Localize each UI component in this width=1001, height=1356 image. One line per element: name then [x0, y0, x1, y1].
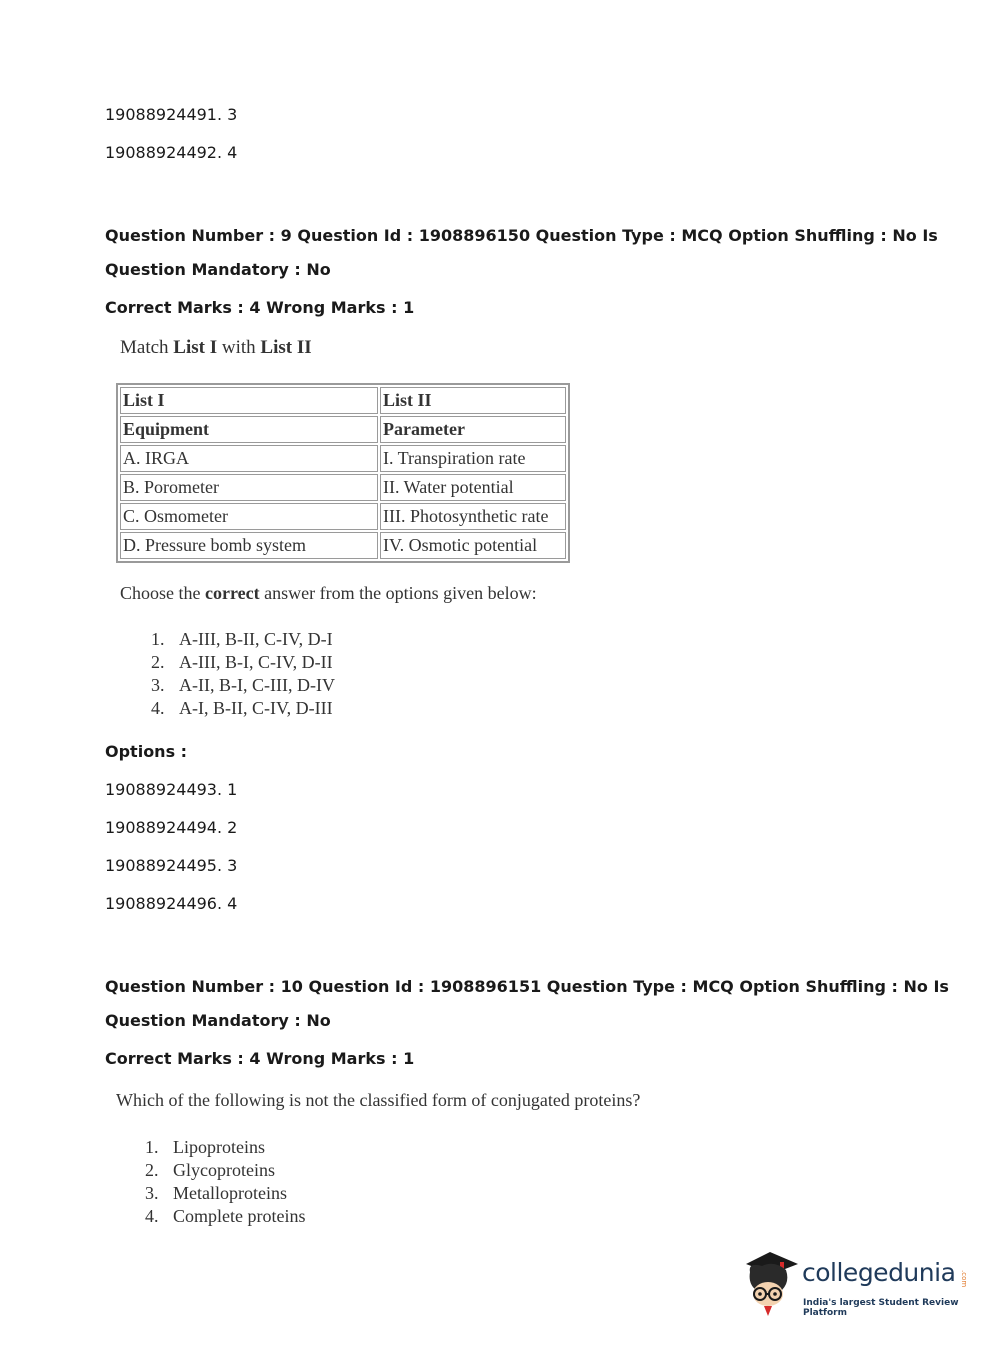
table-cell: I. Transpiration rate: [380, 445, 566, 472]
logo-tagline: India's largest Student Review Platform: [803, 1298, 959, 1318]
mascot-icon: [740, 1248, 802, 1318]
table-head-cell: List I: [120, 387, 378, 414]
answer-choices: [145, 1136, 305, 1228]
table-subhead-cell: Parameter: [380, 416, 566, 443]
question-mandatory: Question Mandatory : No: [105, 1011, 331, 1030]
option-line: 19088924496. 4: [105, 894, 238, 913]
table-row: [120, 416, 566, 443]
option-line: 19088924492. 4: [105, 143, 238, 162]
table-cell: C. Osmometer: [120, 503, 378, 530]
table-head-cell: List II: [380, 387, 566, 414]
logo-wordmark: collegedunia: [802, 1258, 956, 1287]
question-mandatory: Question Mandatory : No: [105, 260, 331, 279]
table-row: [120, 474, 566, 501]
collegedunia-logo[interactable]: [740, 1248, 970, 1318]
table-row: [120, 387, 566, 414]
list-item: 1. A-III, B-II, C-IV, D-I: [151, 629, 333, 649]
list-item: 1. Lipoproteins: [145, 1137, 265, 1157]
table-cell: II. Water potential: [380, 474, 566, 501]
table-subhead-cell: Equipment: [120, 416, 378, 443]
table-row: [120, 503, 566, 530]
list-item: 3. Metalloproteins: [145, 1183, 287, 1203]
table-cell: D. Pressure bomb system: [120, 532, 378, 559]
table-cell: III. Photosynthetic rate: [380, 503, 566, 530]
match-table: [116, 383, 570, 563]
table-row: [120, 445, 566, 472]
question-prompt: Which of the following is not the classified form of conjugated proteins?: [116, 1090, 641, 1110]
question-marks: Correct Marks : 4 Wrong Marks : 1: [105, 298, 415, 317]
table-cell: A. IRGA: [120, 445, 378, 472]
option-line: 19088924494. 2: [105, 818, 238, 837]
question-header: Question Number : 9 Question Id : 1908896150 Question Type : MCQ Option Shuffling : No Is: [105, 226, 938, 245]
list-item: 2. Glycoproteins: [145, 1160, 275, 1180]
question-marks: Correct Marks : 4 Wrong Marks : 1: [105, 1049, 415, 1068]
option-line: 19088924493. 1: [105, 780, 238, 799]
list-item: 4. A-I, B-II, C-IV, D-III: [151, 698, 333, 718]
answer-choices: [151, 628, 335, 720]
option-line: 19088924491. 3: [105, 105, 238, 124]
table-cell: B. Porometer: [120, 474, 378, 501]
logo-suffix: .com: [960, 1270, 968, 1288]
option-line: 19088924495. 3: [105, 856, 238, 875]
options-label: Options :: [105, 742, 188, 761]
list-item: 2. A-III, B-I, C-IV, D-II: [151, 652, 333, 672]
choose-instruction: Choose the correct answer from the options given below:: [120, 583, 537, 603]
question-header: Question Number : 10 Question Id : 1908896151 Question Type : MCQ Option Shuffling : No Is: [105, 977, 949, 996]
table-cell: IV. Osmotic potential: [380, 532, 566, 559]
list-item: 4. Complete proteins: [145, 1206, 306, 1226]
table-row: [120, 532, 566, 559]
list-item: 3. A-II, B-I, C-III, D-IV: [151, 675, 335, 695]
question-prompt: Match List I with List II: [120, 337, 312, 358]
